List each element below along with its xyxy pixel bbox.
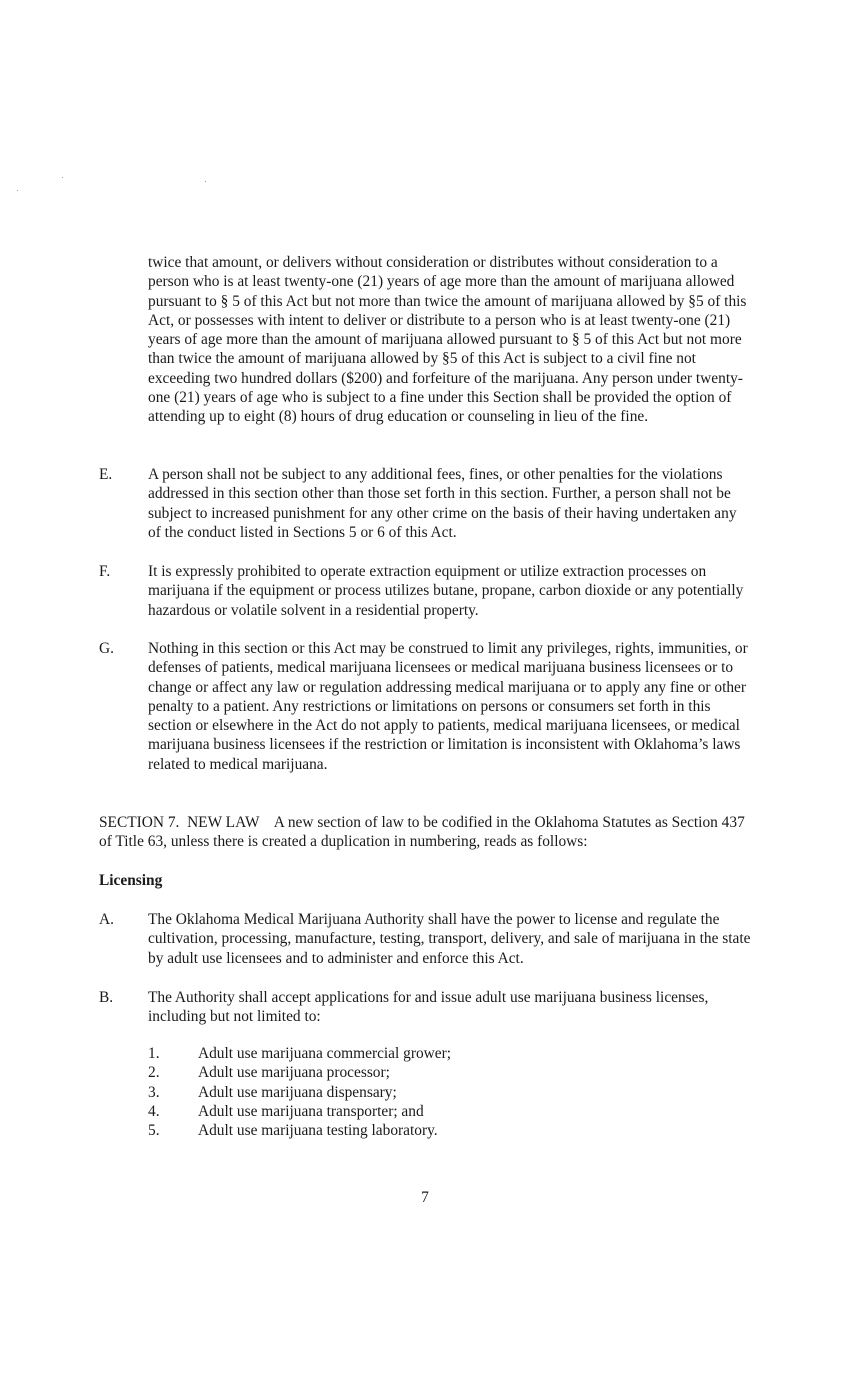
list-item-text: Adult use marijuana testing laboratory. (198, 1122, 438, 1140)
scan-speck (62, 177, 63, 178)
subsection-text: A person shall not be subject to any additional fees, fines, or other penalties for the violations addressed in this section other than those set forth in this section. Further, a person shall not be subject to increased punishment for any other crime on the basis of their having undertaken any of the conduct listed in Sections 5 or 6 of this Act. (148, 466, 737, 541)
licensing-item-label: A. (99, 911, 114, 928)
licensing-heading: Licensing (99, 872, 163, 889)
list-item-number: 4. (148, 1102, 160, 1120)
licensing-item-text: The Authority shall accept applications for and issue adult use marijuana business licenses, including but not limited to: (148, 989, 709, 1026)
list-item-number: 1. (148, 1045, 160, 1062)
list-item-text: Adult use marijuana processor; (198, 1064, 390, 1082)
subsection-label: G. (99, 640, 114, 657)
list-item-text: Adult use marijuana transporter; and (198, 1102, 424, 1120)
page-number: 7 (421, 1189, 429, 1206)
list-item (148, 1102, 648, 1121)
continuation-paragraph: twice that amount, or delivers without consideration or distributes without consideration to a person who is at least twenty-one (21) years of age more than the amount of marijuana allowed pursuant to § 5 of this Act but not more than twice the amount of marijuana allowed by §5 of this Act, or possesses with intent to deliver or distribute to a person who is at least twenty-one (21) years of age more than the amount of marijuana allowed pursuant to § 5 of this Act but not more than twice the amount of marijuana allowed by §5 of this Act is subject to a civil fine not exceeding two hundred dollars ($200) and forfeiture of the marijuana. Any person under twenty-one (21) years of age who is subject to a fine under this Section shall be provided the option of attending up to eight (8) hours of drug education or counseling in lieu of the fine. (148, 254, 747, 426)
licensing-item-label: B. (99, 989, 114, 1006)
list-item-text: Adult use marijuana commercial grower; (198, 1045, 451, 1062)
list-item (148, 1063, 648, 1082)
subsection-label: E. (99, 466, 113, 483)
list-item-number: 5. (148, 1122, 160, 1140)
list-item-number: 2. (148, 1064, 160, 1082)
list-item-number: 3. (148, 1083, 160, 1101)
subsection-text: Nothing in this section or this Act may be construed to limit any privileges, rights, immunities, or defenses of patients, medical marijuana licensees or medical marijuana business licensees or to change or affect any law or regulation addressing medical marijuana or to apply any fine or other penalty to a patient. Any restrictions or limitations on persons or consumers set forth in this section or elsewhere in the Act do not apply to patients, medical marijuana licensees, or medical marijuana business licensees if the restriction or limitation is inconsistent with Oklahoma’s laws related to medical marijuana. (148, 640, 748, 773)
list-item (148, 1044, 648, 1063)
scan-speck (205, 181, 206, 182)
subsection-label: F. (99, 563, 111, 580)
licensing-item-text: The Oklahoma Medical Marijuana Authority shall have the power to license and regulate the cultivation, processing, manufacture, testing, transport, delivery, and sale of marijuana in the state by adult use licensees and to administer and enforce this Act. (148, 911, 751, 967)
subsection-text: It is expressly prohibited to operate extraction equipment or utilize extraction processes on marijuana if the equipment or process utilizes butane, propane, carbon dioxide or any potentially hazardous or volatile solvent in a residential property. (148, 563, 744, 619)
list-item (148, 1121, 648, 1140)
license-types-list (148, 1044, 648, 1140)
list-item-text: Adult use marijuana dispensary; (198, 1083, 397, 1101)
list-item (148, 1083, 648, 1102)
scan-speck (17, 190, 18, 191)
section-7-paragraph: SECTION 7. NEW LAW A new section of law to be codified in the Oklahoma Statutes as Section 437 of Title 63, unless there is created a duplication in numbering, reads as follows: (99, 814, 749, 851)
